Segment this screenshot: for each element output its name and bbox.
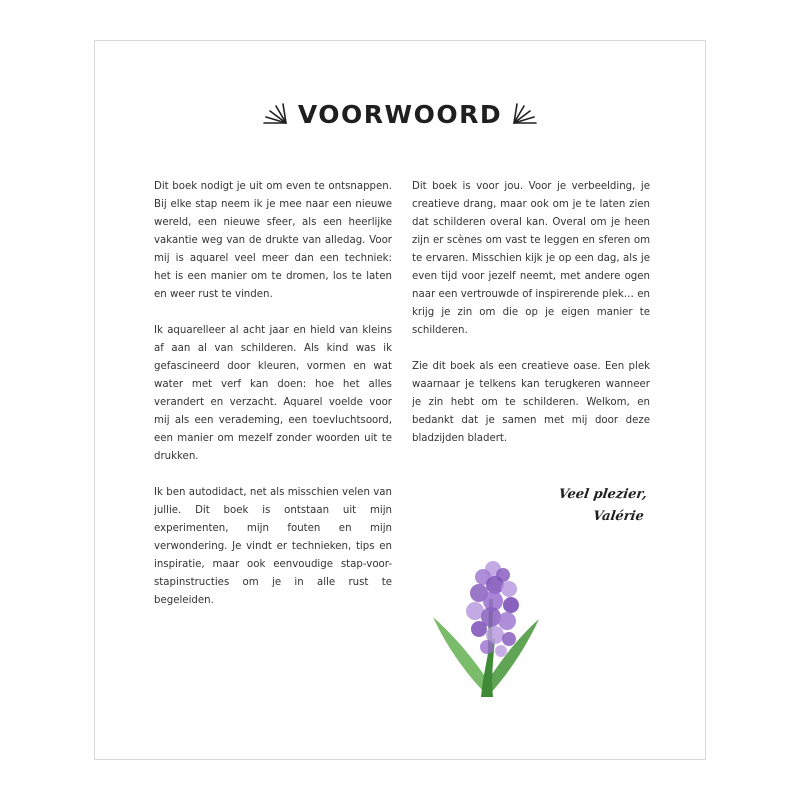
signature	[554, 484, 648, 528]
signature-line-2: Valérie	[591, 509, 645, 524]
paragraph: Zie dit boek als een creatieve oase. Een plek waarnaar je telkens kan terugkeren wanneer je zin hebt om te schilderen. Welkom, en bedankt dat je samen met mij door deze bladzijden bladert.	[412, 361, 650, 444]
right-text-column	[412, 178, 650, 448]
book-page	[94, 40, 706, 760]
paragraph: Dit boek is voor jou. Voor je verbeelding, je creatieve drang, maar ook om je te laten zien dat schilderen overal kan. Overal om je heen zijn er scènes om vast te leggen en sferen om te ervaren. Misschien kijk je op een dag, als je even tijd voor jezelf neemt, met andere ogen naar een vertrouwde of inspirerende plek… en krijg je zin om die op je eigen manier te schilderen.	[412, 181, 650, 336]
title-row	[95, 97, 705, 131]
paragraph: Ik aquarelleer al acht jaar en hield van kleins af aan al van schilderen. Als kind was ik gefascineerd door kleuren, vormen en wat water met verf kan doen: hoe het alles verandert en verzacht. Aquarel voelde voor mij als een verademing, een toevluchtsoord, een manier om mezelf zonder woorden uit te drukken.	[154, 325, 392, 462]
left-text-column	[154, 178, 392, 610]
paragraph: Ik ben autodidact, net als misschien velen van jullie. Dit boek is ontstaan uit mijn experimenten, mijn fouten en mijn verwondering. Je vindt er technieken, tips en inspiratie, maar ook eenvoudige stap-voor-stapinstructies om je in alle rust te begeleiden.	[154, 487, 392, 606]
hyacinth-watercolor-illustration-icon	[431, 559, 549, 697]
signature-line-1: Veel plezier,	[557, 487, 648, 502]
paragraph: Dit boek nodigt je uit om even te ontsnappen. Bij elke stap neem ik je mee naar een nieuwe wereld, een nieuwe sfeer, als een heerlijke vakantie weg van de drukte van alledag. Voor mij is aquarel veel meer dan een techniek: het is een manier om te dromen, los te laten en weer rust te vinden.	[154, 181, 392, 300]
sunburst-ornament-left-icon	[262, 103, 288, 125]
sunburst-ornament-right-icon	[512, 103, 538, 125]
page-title: VOORWOORD	[297, 99, 503, 129]
